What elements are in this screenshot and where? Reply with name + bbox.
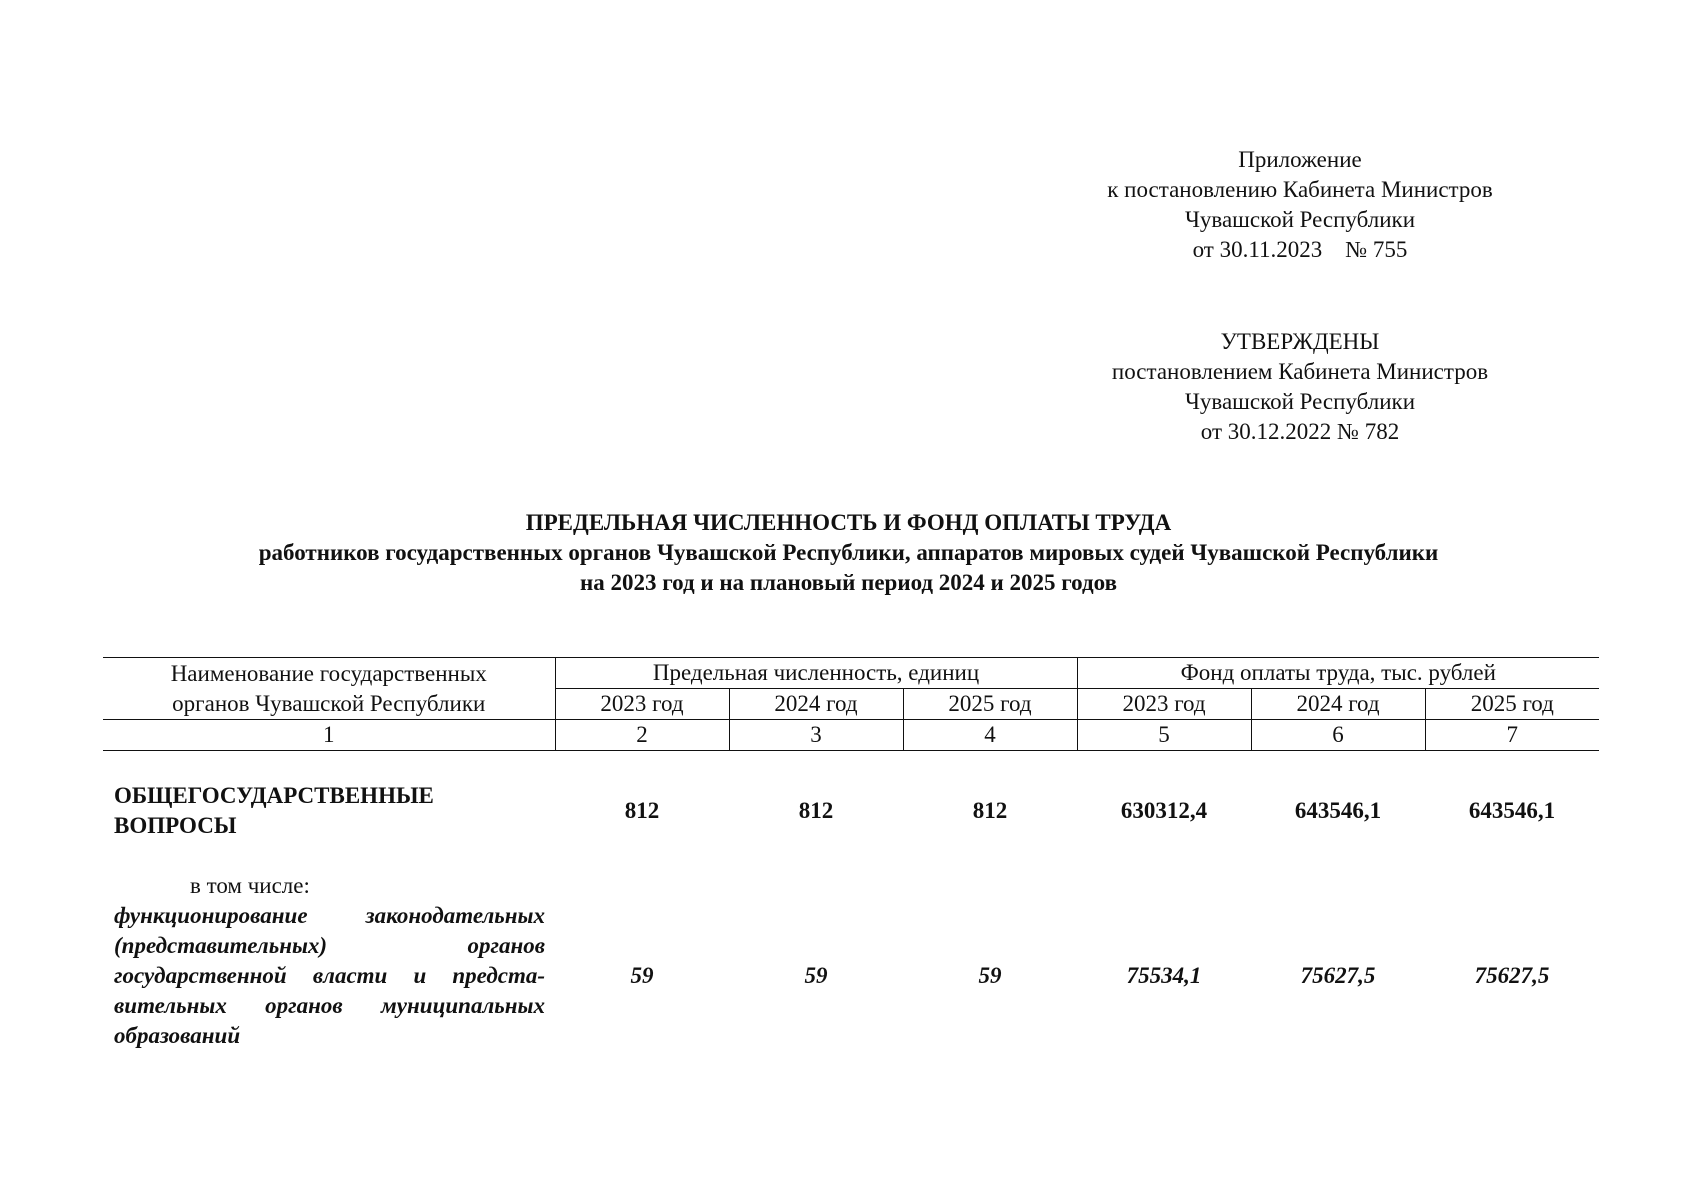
cell-value: 75534,1 xyxy=(1126,963,1202,988)
column-index: 5 xyxy=(1077,720,1251,751)
approval-header xyxy=(1050,327,1550,447)
appendix-line-3: Чувашской Республики xyxy=(1184,207,1416,232)
document-title xyxy=(0,508,1697,598)
column-header-year: 2025 год xyxy=(1425,689,1599,720)
staffing-table xyxy=(103,657,1599,1051)
cell-value: 59 xyxy=(978,963,1002,988)
appendix-header xyxy=(1050,145,1550,265)
cell-value: 75627,5 xyxy=(1300,963,1376,988)
title-line-3: на 2023 год и на плановый период 2024 и 2025 годов xyxy=(580,570,1117,595)
column-header-year: 2024 год xyxy=(1251,689,1425,720)
appendix-line-1: Приложение xyxy=(1238,147,1362,172)
row-prefix: в том числе: xyxy=(190,873,310,898)
cell-value: 812 xyxy=(972,798,1008,823)
table-row xyxy=(103,871,1599,1051)
column-header-year: 2023 год xyxy=(1077,689,1251,720)
row-name-cell xyxy=(103,871,555,1051)
column-index: 1 xyxy=(103,720,555,751)
cell-value: 59 xyxy=(630,963,654,988)
cell-value: 812 xyxy=(624,798,660,823)
approval-line-2: постановлением Кабинета Министров xyxy=(1111,359,1489,384)
approval-line-3: Чувашской Республики xyxy=(1184,389,1416,414)
table-index-row xyxy=(103,720,1599,751)
column-header-year: 2024 год xyxy=(729,689,903,720)
column-header-year: 2025 год xyxy=(903,689,1077,720)
column-index: 2 xyxy=(555,720,729,751)
column-index: 3 xyxy=(729,720,903,751)
column-group-headcount: Предельная численность, единиц xyxy=(555,658,1077,689)
appendix-line-4: от 30.11.2023 № 755 xyxy=(1192,237,1408,262)
appendix-line-2: к постановлению Кабинета Министров xyxy=(1107,177,1493,202)
cell-value: 630312,4 xyxy=(1120,798,1208,823)
cell-value: 59 xyxy=(804,963,828,988)
title-line-2: работников государственных органов Чувашской Республики, аппаратов мировых судей Чувашской Республики xyxy=(258,540,1439,565)
cell-value: 643546,1 xyxy=(1294,798,1382,823)
column-header-name-line-1: Наименование государственных xyxy=(170,660,487,686)
title-line-1: ПРЕДЕЛЬНАЯ ЧИСЛЕННОСТЬ И ФОНД ОПЛАТЫ ТРУДА xyxy=(525,510,1172,535)
approval-line-4: от 30.12.2022 № 782 xyxy=(1200,419,1400,444)
column-index: 6 xyxy=(1251,720,1425,751)
column-header-year: 2023 год xyxy=(555,689,729,720)
row-name: ОБЩЕГОСУДАРСТВЕННЫЕ ВОПРОСЫ xyxy=(114,783,434,838)
column-index: 4 xyxy=(903,720,1077,751)
cell-value: 643546,1 xyxy=(1468,798,1556,823)
table-header-row xyxy=(103,658,1599,689)
table-row xyxy=(103,781,1599,841)
cell-value: 75627,5 xyxy=(1474,963,1550,988)
cell-value: 812 xyxy=(798,798,834,823)
row-name: функционирование законодательных (представительных) органов государственной власти и представительных органов муниципальных образований xyxy=(114,903,545,1048)
column-group-fund: Фонд оплаты труда, тыс. рублей xyxy=(1077,658,1599,689)
column-header-name xyxy=(103,658,555,720)
column-header-name-line-2: органов Чувашской Республики xyxy=(172,690,486,716)
approval-line-1: УТВЕРЖДЕНЫ xyxy=(1220,329,1380,354)
column-index: 7 xyxy=(1425,720,1599,751)
